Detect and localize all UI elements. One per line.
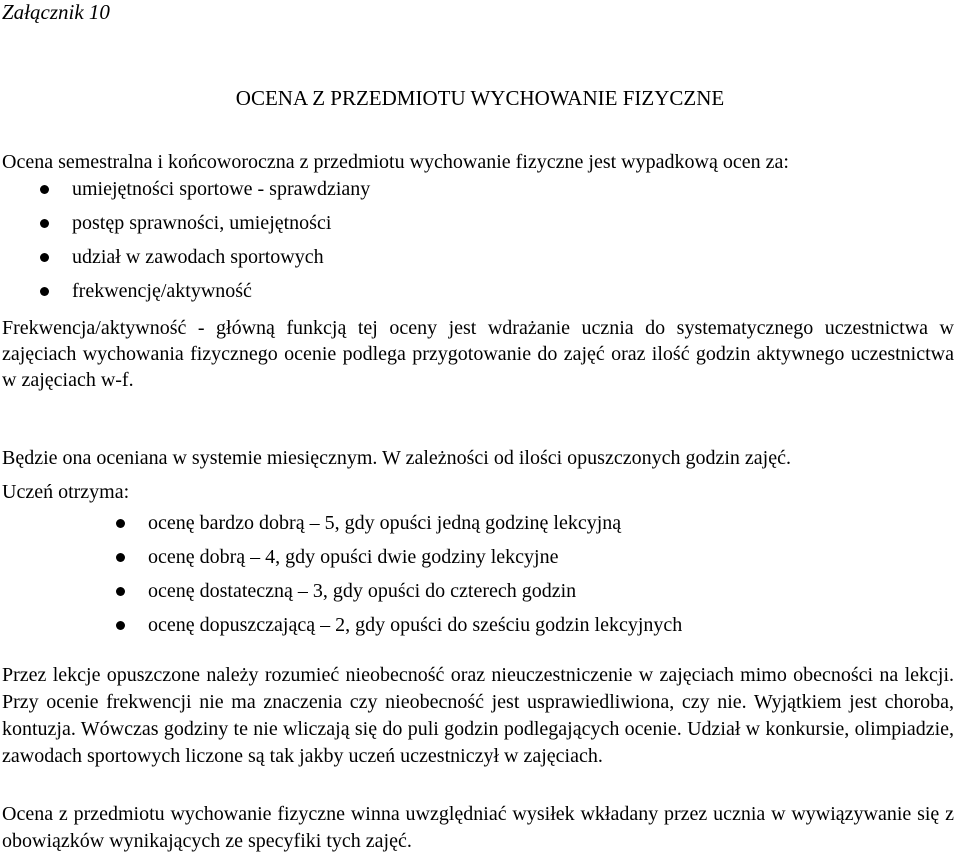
list-item-text: udział w zawodach sportowych xyxy=(72,246,324,268)
bullet-icon xyxy=(40,219,49,228)
list-item xyxy=(0,574,960,608)
document-title: OCENA Z PRZEDMIOTU WYCHOWANIE FIZYCZNE xyxy=(235,86,725,110)
list-item xyxy=(0,608,960,642)
intro-text: Ocena semestralna i końcoworoczna z przedmiotu wychowanie fizyczne jest wypadkową ocen za: xyxy=(2,151,789,173)
student-receives-label: Uczeń otrzyma: xyxy=(2,481,130,503)
bullet-icon xyxy=(116,621,125,630)
list-item xyxy=(0,540,960,574)
list-item-text: ocenę dopuszczającą – 2, gdy opuści do sześciu godzin lekcyjnych xyxy=(148,614,683,636)
list-item xyxy=(0,172,960,206)
list-item xyxy=(0,240,960,274)
list-item-text: postęp sprawności, umiejętności xyxy=(72,212,332,234)
list-item-text: ocenę dobrą – 4, gdy opuści dwie godziny lekcyjne xyxy=(148,546,559,568)
attachment-label: Załącznik 10 xyxy=(2,0,110,24)
monthly-assessment-text: Będzie ona oceniana w systemie miesięcznym. W zależności od ilości opuszczonych godzin zajęć. xyxy=(2,447,791,469)
components-list xyxy=(0,172,960,308)
list-item xyxy=(0,206,960,240)
list-item-text: umiejętności sportowe - sprawdziany xyxy=(72,178,371,200)
list-item xyxy=(0,506,960,540)
bullet-icon xyxy=(116,587,125,596)
grades-list xyxy=(0,506,960,642)
bullet-icon xyxy=(116,519,125,528)
bullet-icon xyxy=(40,185,49,194)
list-item xyxy=(0,274,960,308)
absence-paragraph: Przez lekcje opuszczone należy rozumieć nieobecność oraz nieuczestniczenie w zajęciach mimo obecności na lekcji. Przy ocenie frekwencji nie ma znaczenia czy nieobecność jest usprawiedliwiona, czy nie. Wyjątkiem jest choroba, kontuzja. Wówczas godziny te nie wliczają się do puli godzin podlegających ocenie. Udział w konkursie, olimpiadzie, zawodach sportowych liczone są tak jakby uczeń uczestniczył w zajęciach. xyxy=(2,664,954,767)
effort-paragraph: Ocena z przedmiotu wychowanie fizyczne winna uwzględniać wysiłek wkładany przez ucznia w wywiązywanie się z obowiązków wynikających ze specyfiki tych zajęć. xyxy=(2,803,954,852)
list-item-text: ocenę bardzo dobrą – 5, gdy opuści jedną godzinę lekcyjną xyxy=(148,512,622,534)
bullet-icon xyxy=(116,553,125,562)
bullet-icon xyxy=(40,253,49,262)
list-item-text: frekwencję/aktywność xyxy=(72,280,252,302)
bullet-icon xyxy=(40,287,49,296)
list-item-text: ocenę dostateczną – 3, gdy opuści do czterech godzin xyxy=(148,580,577,602)
attendance-paragraph: Frekwencja/aktywność - główną funkcją tej oceny jest wdrażanie ucznia do systematycznego uczestnictwa w zajęciach wychowania fizycznego ocenie podlega przygotowanie do zajęć oraz ilość godzin aktywnego uczestnictwa w zajęciach w-f. xyxy=(2,317,954,391)
